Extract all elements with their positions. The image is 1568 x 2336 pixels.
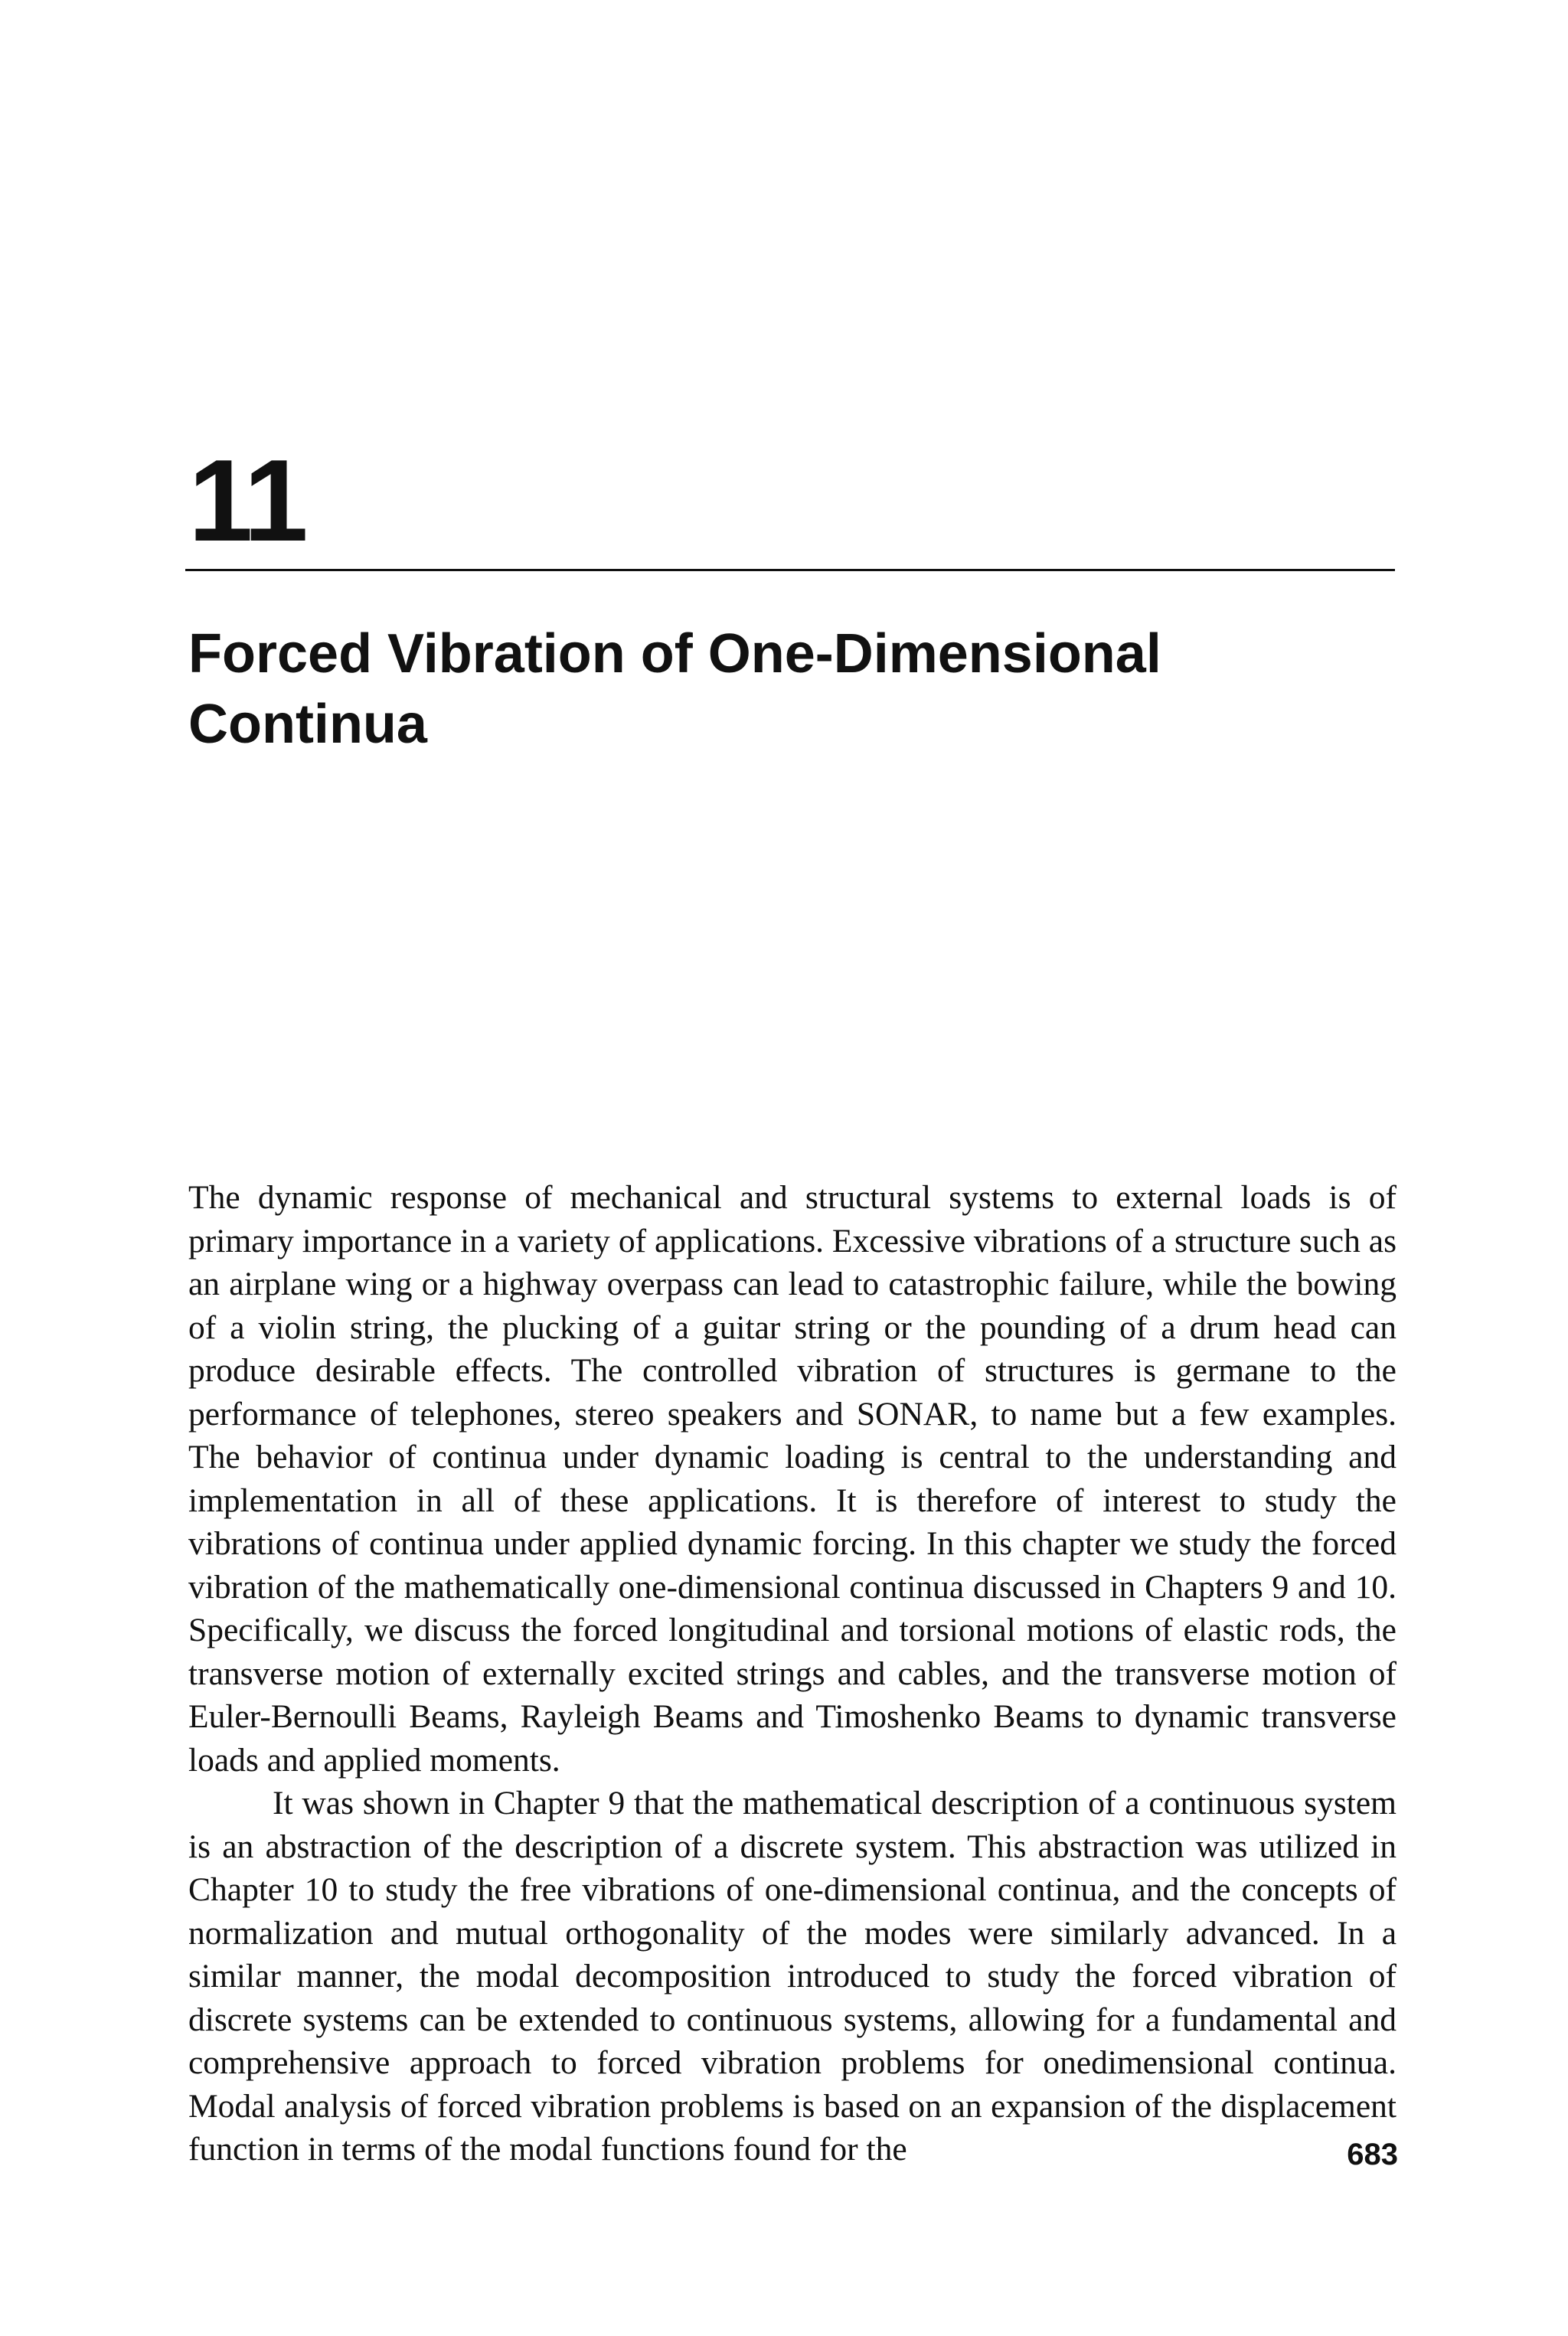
chapter-number: 11 [188,436,305,566]
body-text [188,1176,1396,2171]
body-paragraph-intro: The dynamic response of mechanical and structural systems to external loads is of primary importance in a variety of applications. Excessive vibrations of a structure such as an airplane wing or a highway overpass can lead to catastrophic failure, while the bowing of a violin string, the plucking of a guitar string or the pounding of a drum head can produce desirable effects. The controlled vibration of structures is germane to the performance of telephones, stereo speakers and SONAR, to name but a few examples. The behavior of continua under dynamic loading is central to the understanding and implementation in all of these applications. It is therefore of interest to study the vibrations of continua under applied dynamic forcing. In this chapter we study the forced vibration of the mathematically one-dimensional continua discussed in Chapters 9 and 10. Specifically, we discuss the forced longitudinal and torsional motions of elastic rods, the transverse motion of externally excited strings and cables, and the transverse motion of Euler-Bernoulli Beams, Rayleigh Beams and Timoshenko Beams to dynamic transverse loads and applied moments. [188,1179,1396,1779]
chapter-divider-rule [185,569,1395,571]
chapter-title: Forced Vibration of One-Dimensional Continua [188,623,1161,755]
body-paragraph-modal-analysis: It was shown in Chapter 9 that the mathematical description of a continuous system is an abstraction of the description of a discrete system. This abstraction was utilized in Chapter 10 to study the free vibrations of one-dimensional continua, and the concepts of normalization and mutual orthogonality of the modes were similarly advanced. In a similar manner, the modal decomposition introduced to study the forced vibration of discrete systems can be extended to continuous systems, allowing for a fundamental and comprehensive approach to forced vibration problems for onedimensional continua. Modal analysis of forced vibration problems is based on an expansion of the displacement function in terms of the modal functions found for the [188,1785,1396,2168]
page-number: 683 [1347,2138,1398,2171]
